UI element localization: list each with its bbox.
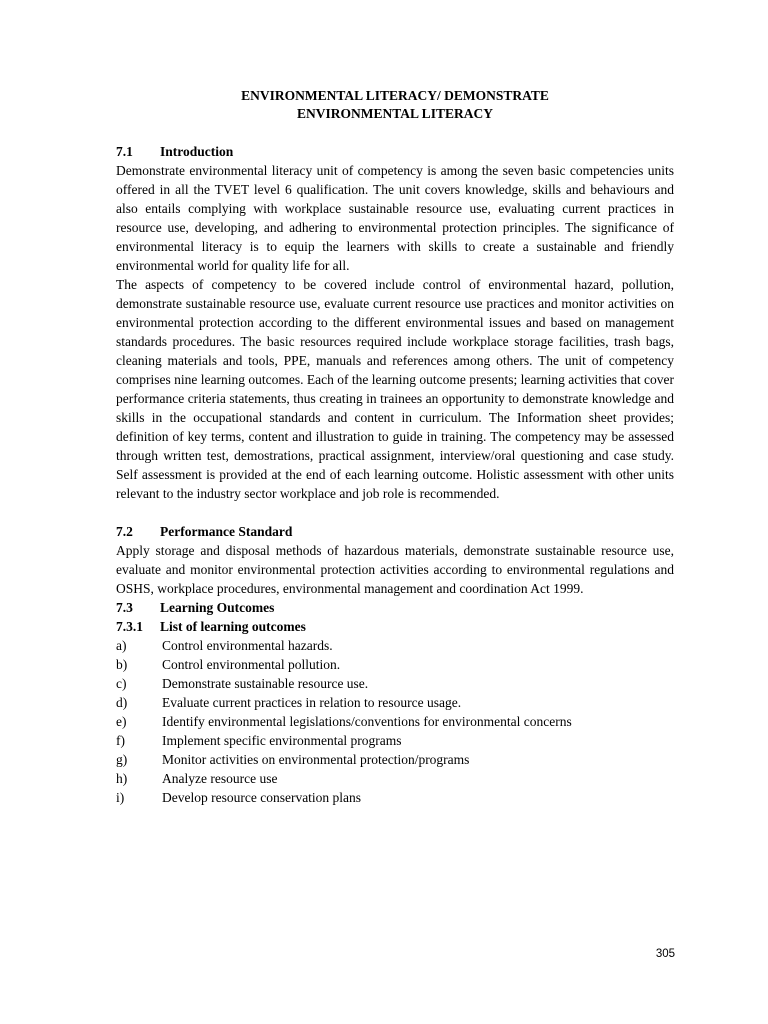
list-item — [116, 712, 674, 731]
performance-paragraph: Apply storage and disposal methods of hazardous materials, demonstrate sustainable resource use, evaluate and monitor environmental protection activities according to environmental regulations and OSHS, workplace procedures, environmental management and coordination Act 1999. — [116, 543, 674, 596]
intro-paragraph-1: Demonstrate environmental literacy unit of competency is among the seven basic competencies units offered in all the TVET level 6 qualification. The unit covers knowledge, skills and behaviours and also entails complying with workplace sustainable resource use, evaluating current practices in resource use, developing, and adhering to environmental protection principles. The significance of environmental literacy is to equip the learners with skills to create a sustainable and friendly environmental world for quality life for all. — [116, 163, 674, 273]
document-title — [116, 87, 674, 123]
page-number: 305 — [655, 948, 675, 960]
list-item-text: Develop resource conservation plans — [162, 790, 362, 805]
list-item-letter: e) — [116, 714, 127, 729]
list-item-letter: b) — [116, 657, 128, 672]
list-item — [116, 769, 674, 788]
list-item — [116, 674, 674, 693]
list-item — [116, 655, 674, 674]
section-number: 7.3 — [116, 600, 133, 615]
section-heading-performance-standard — [116, 522, 674, 541]
list-item-letter: c) — [116, 676, 127, 691]
section-title: Performance Standard — [160, 524, 293, 539]
list-item-text: Demonstrate sustainable resource use. — [162, 676, 369, 691]
title-line-2: ENVIRONMENTAL LITERACY — [297, 106, 493, 121]
list-item-letter: h) — [116, 771, 128, 786]
list-item-letter: a) — [116, 638, 127, 653]
subsection-title: List of learning outcomes — [160, 619, 306, 634]
list-item-text: Evaluate current practices in relation to resource usage. — [162, 695, 462, 710]
list-item — [116, 731, 674, 750]
list-item — [116, 788, 674, 807]
section-title: Introduction — [160, 144, 234, 159]
section-title: Learning Outcomes — [160, 600, 275, 615]
subsection-number: 7.3.1 — [116, 619, 143, 634]
list-item-text: Identify environmental legislations/conventions for environmental concerns — [162, 714, 572, 729]
subsection-heading-list-of-outcomes — [116, 617, 674, 636]
section-heading-learning-outcomes — [116, 598, 674, 617]
list-item-text: Implement specific environmental programs — [162, 733, 402, 748]
list-item-text: Control environmental pollution. — [162, 657, 341, 672]
list-item-letter: g) — [116, 752, 128, 767]
list-item-text: Monitor activities on environmental protection/programs — [162, 752, 470, 767]
learning-outcomes-list — [116, 636, 674, 807]
section-heading-introduction — [116, 142, 674, 161]
section-number: 7.1 — [116, 144, 133, 159]
list-item — [116, 750, 674, 769]
list-item-letter: f) — [116, 733, 125, 748]
list-item — [116, 636, 674, 655]
title-line-1: ENVIRONMENTAL LITERACY/ DEMONSTRATE — [241, 88, 549, 103]
section-number: 7.2 — [116, 524, 133, 539]
list-item — [116, 693, 674, 712]
list-item-text: Control environmental hazards. — [162, 638, 333, 653]
list-item-letter: i) — [116, 790, 125, 805]
intro-paragraph-2: The aspects of competency to be covered include control of environmental hazard, pollution, demonstrate sustainable resource use, evaluate current resource use practices and monitor activities on environmental protection according to the different environmental issues and based on management standards procedures. The basic resources required include workplace storage facilities, trash bags, cleaning materials and tools, PPE, manuals and references among others. The unit of competency comprises nine learning outcomes. Each of the learning outcome presents; learning activities that cover performance criteria statements, thus creating in trainees an opportunity to demonstrate knowledge and skills in the occupational standards and content in curriculum. The Information sheet provides; definition of key terms, content and illustration to guide in training. The competency may be assessed through written test, demostrations, practical assignment, interview/oral questioning and case study. Self assessment is provided at the end of each learning outcome. Holistic assessment with other units relevant to the industry sector workplace and job role is recommended. — [116, 277, 674, 501]
document-page — [116, 87, 674, 807]
list-item-text: Analyze resource use — [162, 771, 278, 786]
list-item-letter: d) — [116, 695, 128, 710]
